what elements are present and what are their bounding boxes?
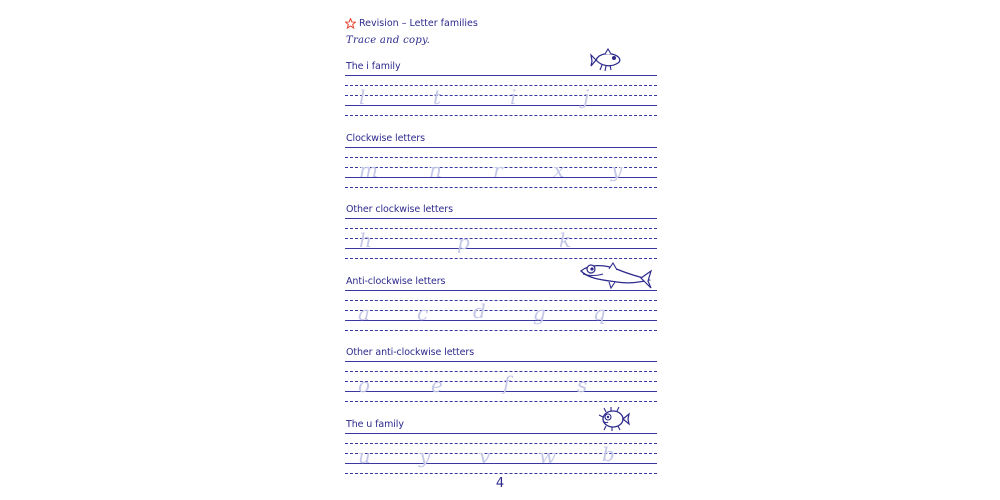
ruling-line	[345, 361, 657, 362]
trace-letter: i	[510, 85, 517, 109]
trace-letter: o	[358, 373, 371, 397]
ruling-line	[345, 228, 657, 229]
trace-letter: v	[479, 444, 491, 468]
ruling-line	[345, 95, 657, 96]
trace-letter: r	[493, 158, 503, 182]
trace-letter: k	[559, 228, 572, 252]
trace-letter: p	[457, 230, 470, 254]
trace-letter: b	[602, 442, 615, 466]
trace-letter: s	[577, 373, 588, 397]
trace-letter: j	[583, 85, 590, 109]
fish-mascot-icon	[590, 48, 624, 72]
ruling-line	[345, 218, 657, 219]
section-title: Anti-clockwise letters	[346, 276, 446, 287]
pufferfish-mascot-icon	[598, 406, 630, 432]
trace-letter: a	[358, 301, 370, 325]
trace-letter: y	[419, 444, 431, 468]
trace-letter: w	[539, 444, 557, 468]
ruling-line	[345, 258, 657, 259]
trace-letter: u	[358, 444, 371, 468]
ruling-line	[345, 330, 657, 331]
section-title: The u family	[346, 419, 404, 430]
ruling-line	[345, 85, 657, 86]
ruling-line	[345, 320, 657, 321]
section-other-anti-clockwise-letters	[345, 347, 657, 407]
trace-letter: f	[503, 371, 511, 395]
ruling-line	[345, 371, 657, 372]
trace-letter: g	[533, 301, 546, 325]
ruling-line	[345, 401, 657, 402]
star-icon	[345, 18, 356, 29]
ruling-line	[345, 75, 657, 76]
ruling-line	[345, 187, 657, 188]
trace-letter: d	[473, 299, 486, 323]
trace-letter: l	[359, 85, 366, 109]
ruling-line	[345, 473, 657, 474]
ruling-line	[345, 310, 657, 311]
section-title: Other anti-clockwise letters	[346, 347, 475, 358]
ruling-line	[345, 290, 657, 291]
ruling-line	[345, 433, 657, 434]
trace-letter: n	[429, 158, 442, 182]
ruling-line	[345, 248, 657, 249]
trace-letter: t	[433, 85, 442, 109]
header-title: Revision – Letter families	[359, 17, 478, 29]
trace-letter: x	[553, 158, 565, 182]
trace-letter: h	[359, 228, 372, 252]
trace-letter: q	[593, 301, 606, 325]
section-title: Clockwise letters	[346, 133, 425, 144]
ruling-line	[345, 105, 657, 106]
ruling-line	[345, 238, 657, 239]
ruling-line	[345, 115, 657, 116]
trace-letter: c	[417, 301, 429, 325]
trace-letter: m	[359, 158, 378, 182]
instruction-text: Trace and copy.	[346, 35, 431, 46]
trace-letter: y	[611, 158, 623, 182]
ruling-line	[345, 381, 657, 382]
ruling-line	[345, 300, 657, 301]
trace-letter: e	[431, 373, 443, 397]
page-header	[345, 15, 478, 31]
section-clockwise-letters	[345, 133, 657, 193]
shark-mascot-icon	[579, 262, 653, 290]
ruling-line	[345, 391, 657, 392]
page-number: 4	[495, 476, 505, 491]
section-other-clockwise-letters	[345, 204, 657, 264]
ruling-line	[345, 147, 657, 148]
section-title: The i family	[346, 61, 401, 72]
section-title: Other clockwise letters	[346, 204, 453, 215]
